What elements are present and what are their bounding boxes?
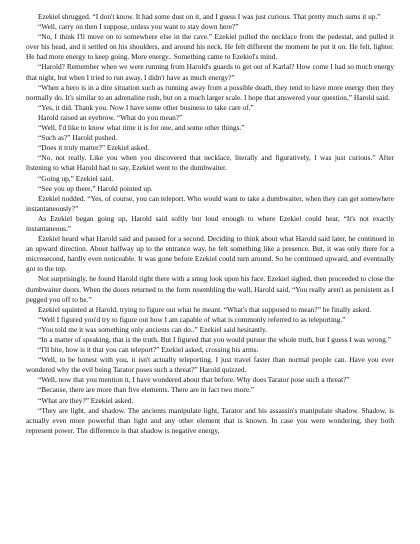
paragraph: As Ezekiel began going up, Harold said softly but loud enough to where Ezekiel could hear, “It's not exactly instantaneous.”: [26, 213, 394, 233]
paragraph: “When a hero is in a dire situation such as running away from a possible death, they tend to have more energy then they normally do. It's similar to an adrenaline rush, but on a much larger scale. I hope that answered your question,” Harold said.: [26, 82, 394, 102]
paragraph: “Well, to be honest with you, it isn't actually teleporting. I just travel faster than normal people can. Have you ever wondered why the evil being Tarator poses such a threat?” Harold quizzed.: [26, 355, 394, 375]
paragraph: Not surprisingly, he found Harold right there with a smug look upon his face. Ezekiel sighed, then proceeded to close the dumbwaiter doors. When the doors returned to the form resembling the wall, Harold said, “You really aren't as persistent as I pegged you off to be.”: [26, 274, 394, 304]
paragraph: “Well I figured you'd try to figure out how I am capable of what is commonly referred to as teleporting.”: [38, 314, 346, 324]
paragraph: “Because, there are more than five elements. There are in fact two more.”: [38, 385, 255, 395]
paragraph: “No, I think I'll move on to somewhere else in the cave.” Ezekiel pulled the necklace from the pedestal, and pulled it over his head, and it settled on his shoulders, and around his neck. He felt different the moment he put it on. He felt, lighter. He had more energy to keep going. More energy.. Something came to Ezekiel's mind.: [26, 32, 394, 62]
paragraph: “Such as?” Harold pushed.: [38, 133, 118, 143]
paragraph: “No, not really. Like you when you discovered that necklace, literally and figuratively, I was just curious.” After listening to what Harold had to say, Ezekiel went to the dumbwaiter.: [26, 153, 394, 173]
paragraph: “Going up,” Ezekiel said.: [38, 173, 114, 183]
paragraph: “You told me it was something only ancients can do..” Ezekiel said hesitantly.: [38, 324, 268, 334]
paragraph: Ezekiel shrugged. “I don't know. It had some dust on it, and I guess I was just curious. That pretty much sums it up.”: [38, 12, 381, 21]
paragraph: Ezekiel heard what Harold said and paused for a second. Deciding to think about what Harold said later, he continued in an upward direction. About halfway up to the entrance way, he felt something like a presence. But, it was only there for a microsecond, hardly even noticeable. It was gone before Ezekiel could turn around. So he continued upward, and eventually got to the top.: [26, 234, 394, 274]
paragraph: Ezekiel nodded. “Yes, of course, you can teleport. Who would want to take a dumbwaiter, when they can get somewhere instantaneously?”: [26, 193, 394, 213]
paragraph: “Well, I'd like to know what time it is for one, and some other things.”: [38, 123, 245, 133]
paragraph: “See you up there,” Harold pointed up.: [38, 183, 153, 193]
paragraph: “I'll bite, how is it that you can teleport?” Ezekiel asked, crossing his arms.: [38, 345, 259, 355]
paragraph: “Well, carry on then I suppose, unless you want to stay down here?”: [38, 22, 239, 32]
body-text: [26, 12, 394, 436]
paragraph: Ezekiel squinted at Harold, trying to figure out what he meant. “What's that supposed to mean?” he finally asked.: [38, 304, 372, 314]
paragraph: “They are light, and shadow. The ancients manipulate light, Tarator and his assassin's manipulate shadow. Shadow, is actually even more powerful than light and any other element that is known. In case you were wondering, they both represent power. The difference is that shadow is negative energy,: [26, 405, 394, 435]
paragraph: “In a matter of speaking, that is the truth. But I figured that you would pursue the whole truth, but I guess I was wrong.”: [38, 335, 391, 344]
paragraph: “Well, now that you mention it, I have wondered about that before. Why does Tarator pose such a threat?”: [38, 375, 350, 385]
paragraph: “Does it truly matter?” Ezekiel asked.: [38, 143, 150, 153]
paragraph: “Yes, it did. Thank you. Now I have some other business to take care of.”: [38, 102, 254, 112]
paragraph: “Harold? Remember when we were running from Harold's guards to get out of Karlal? How come I had so much energy that night, but when I tried to run away, I didn't have as much energy?”: [26, 62, 394, 82]
paragraph: Harold raised an eyebrow. “What do you mean?”: [38, 112, 183, 122]
paragraph: “What are they?” Ezekiel asked.: [38, 395, 134, 405]
